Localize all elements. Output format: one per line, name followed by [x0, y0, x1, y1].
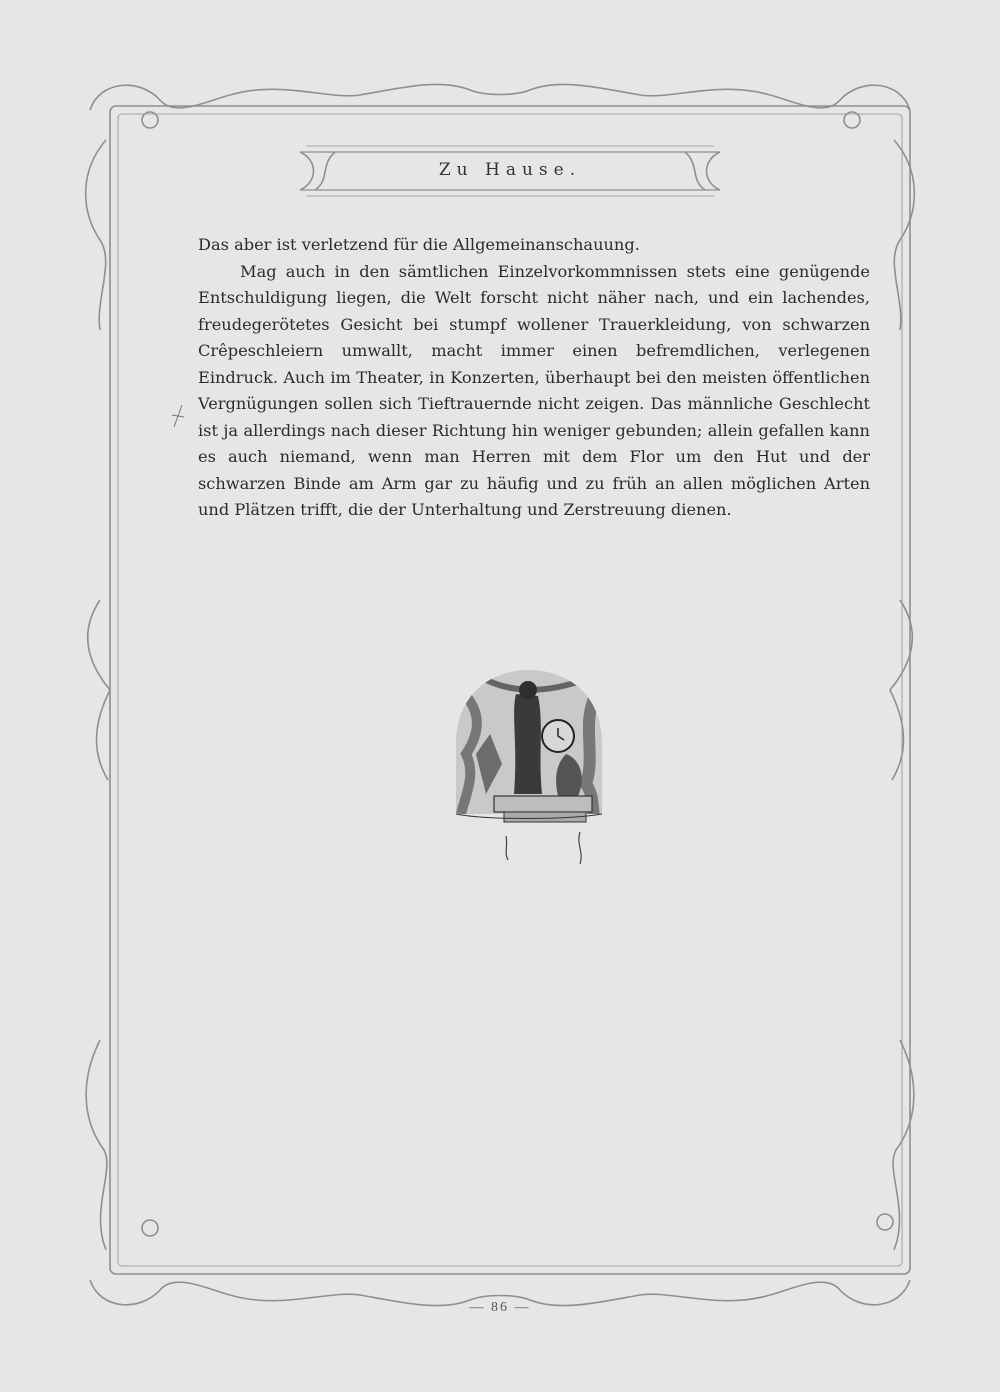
chapter-title: Zu Hause.: [438, 160, 582, 180]
paragraph: Das aber ist verletzend für die Allgemeinanschauung.: [198, 235, 640, 254]
body-text: [198, 232, 870, 524]
pencil-margin-mark-icon: [170, 403, 186, 429]
paragraph: Mag auch in den sämtlichen Einzelvorkommnissen stets eine genügende Entschuldigung liegen, die Welt forscht nicht näher nach, und ein lachendes, freudegerötetes Gesicht bei stumpf wollener Trauerkleidung, von schwarzen Crêpeschleiern umwallt, macht immer einen befremdlichen, verlegenen Eindruck. Auch im Theater, in Konzerten, überhaupt bei den meisten öffentlichen Vergnügungen sollen sich Tieftrauernde nicht zeigen. Das männliche Geschlecht ist ja allerdings nach dieser Richtung hin weniger gebunden; allein gefallen kann es auch niemand, wenn man Herren mit dem Flor um den Hut und der schwarzen Binde am Arm gar zu häufig und zu früh an allen möglichen Arten und Plätzen trifft, die der Unterhaltung und Zerstreuung dienen.: [198, 261, 870, 519]
chapter-heading: [300, 150, 720, 190]
page-number: — 86 —: [469, 1300, 531, 1315]
engraved-vignette-illustration: [446, 664, 612, 870]
